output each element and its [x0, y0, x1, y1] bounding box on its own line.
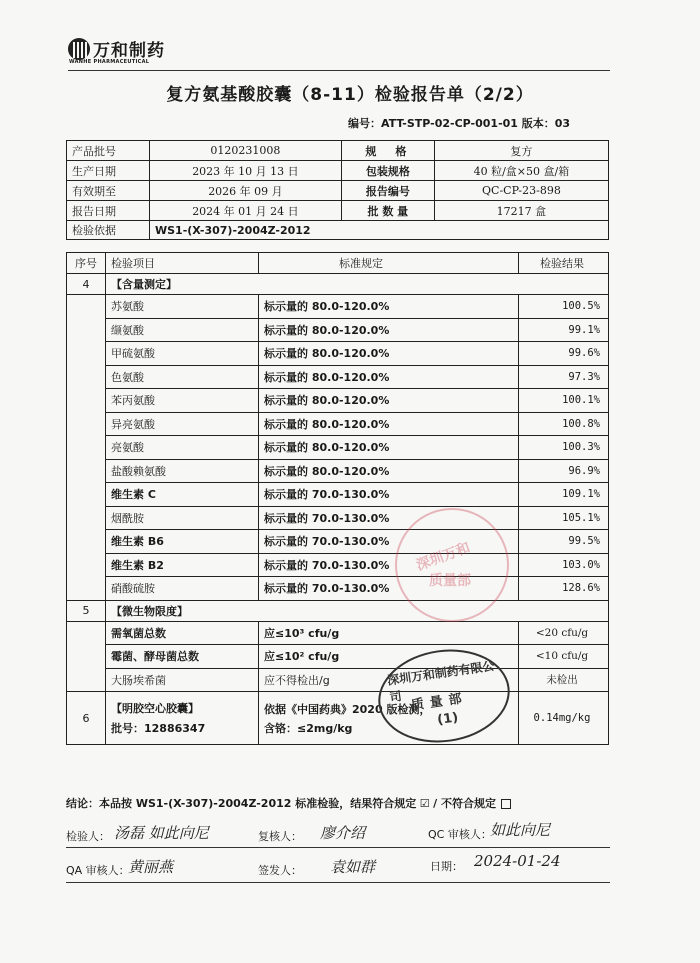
- section-label: 【含量测定】: [106, 274, 609, 295]
- qa-signature: 黄丽燕: [128, 858, 174, 876]
- item-result: 109.1%: [519, 483, 609, 507]
- table-header-row: [67, 253, 609, 274]
- table-row: [67, 436, 609, 460]
- table-row: [67, 506, 609, 530]
- item-std: 标示量的 70.0-130.0%: [259, 530, 519, 554]
- company-logo: [68, 36, 165, 61]
- expiry-value: 2026 年 09 月: [150, 181, 342, 201]
- package-value: 40 粒/盒×50 盒/箱: [434, 161, 608, 181]
- quantity-value: 17217 盒: [434, 201, 608, 221]
- qa-label: QA 审核人：: [66, 864, 130, 877]
- quantity-label: 批 数 量: [341, 201, 434, 221]
- item-std: 标示量的 80.0-120.0%: [259, 436, 519, 460]
- table-row: [67, 318, 609, 342]
- item-name: 维生素 B6: [106, 530, 259, 554]
- issuer-signature: 袁如群: [330, 858, 376, 876]
- package-label: 包装规格: [341, 161, 434, 181]
- item-name: 亮氨酸: [106, 436, 259, 460]
- item-std: 标示量的 70.0-130.0%: [259, 577, 519, 601]
- capsule-std-line1: 依据《中国药典》2020 版检测，: [264, 702, 431, 716]
- report-no-label: 报告编号: [341, 181, 434, 201]
- qc-signature: 如此向尼: [490, 821, 551, 839]
- section-num: 5: [67, 600, 106, 621]
- item-result: 100.8%: [519, 412, 609, 436]
- report-date-label: 报告日期: [67, 201, 150, 221]
- item-std: 标示量的 80.0-120.0%: [259, 389, 519, 413]
- table-row: [67, 459, 609, 483]
- table-row: [67, 412, 609, 436]
- report-no-value: QC-CP-23-898: [434, 181, 608, 201]
- section-num: 4: [67, 274, 106, 295]
- info-row: [67, 141, 609, 161]
- basis-label: 检验依据: [67, 221, 150, 240]
- reviewer-signature: 廖介绍: [320, 824, 366, 842]
- section-row: [67, 600, 609, 621]
- col-header-res: 检验结果: [519, 253, 609, 274]
- item-name: 苯丙氨酸: [106, 389, 259, 413]
- qc-label: QC 审核人：: [428, 828, 492, 841]
- item-result: 97.3%: [519, 365, 609, 389]
- conclusion-text: 结论：本品按 WS1-(X-307)-2004Z-2012 标准检验，结果符合规定: [66, 797, 417, 810]
- table-row: [67, 692, 609, 745]
- table-row: [67, 621, 609, 645]
- table-row: [67, 530, 609, 554]
- item-result: 100.1%: [519, 389, 609, 413]
- conclusion-no-label: / 不符合规定: [433, 797, 496, 810]
- item-result: <20 cfu/g: [519, 621, 609, 645]
- item-name: 维生素 C: [106, 483, 259, 507]
- quality-dept-stamp: 深圳万和制药有限公司 质量部 (1): [372, 641, 516, 750]
- item-name: 缬氨酸: [106, 318, 259, 342]
- report-date-value: 2024 年 01 月 24 日: [150, 201, 342, 221]
- info-row: [67, 181, 609, 201]
- item-name: 霉菌、酵母菌总数: [106, 645, 259, 669]
- item-std: 标示量的 80.0-120.0%: [259, 318, 519, 342]
- capsule-std-line2: 含铬：≤2mg/kg: [264, 721, 353, 735]
- item-std: 标示量的 80.0-120.0%: [259, 412, 519, 436]
- item-name: 甲硫氨酸: [106, 342, 259, 366]
- item-result: 未检出: [519, 668, 609, 692]
- item-std: 标示量的 80.0-120.0%: [259, 342, 519, 366]
- batch-no-value: 0120231008: [150, 141, 342, 161]
- item-name: 维生素 B2: [106, 553, 259, 577]
- logo-icon: [68, 38, 90, 60]
- signature-divider: [66, 847, 610, 848]
- section-row: [67, 274, 609, 295]
- issuer-label: 签发人：: [258, 864, 302, 877]
- signature-divider: [66, 882, 610, 883]
- table-row: [67, 577, 609, 601]
- item-std: 标示量的 70.0-130.0%: [259, 506, 519, 530]
- company-name-en: WANHE PHARMACEUTICAL: [69, 59, 150, 65]
- item-result: 100.5%: [519, 295, 609, 319]
- basis-value: WS1-(X-307)-2004Z-2012: [150, 221, 609, 240]
- inspector-signature: 汤磊 如此向尼: [114, 824, 209, 842]
- item-result: 128.6%: [519, 577, 609, 601]
- col-header-item: 检验项目: [106, 253, 259, 274]
- batch-no-label: 产品批号: [67, 141, 150, 161]
- item-name: 异亮氨酸: [106, 412, 259, 436]
- test-results-table: [66, 252, 609, 745]
- item-result: 100.3%: [519, 436, 609, 460]
- item-std: 标示量的 80.0-120.0%: [259, 365, 519, 389]
- item-result: 99.1%: [519, 318, 609, 342]
- item-name: 硝酸硫胺: [106, 577, 259, 601]
- item-result: 99.5%: [519, 530, 609, 554]
- info-row: [67, 161, 609, 181]
- item-name: 需氧菌总数: [106, 621, 259, 645]
- date-value: 2024-01-24: [474, 852, 561, 870]
- col-header-num: 序号: [67, 253, 106, 274]
- item-name: 色氨酸: [106, 365, 259, 389]
- report-title: 复方氨基酸胶囊（8-11）检验报告单（2/2）: [166, 85, 534, 105]
- item-std: 应≤10² cfu/g: [259, 645, 519, 669]
- expiry-label: 有效期至: [67, 181, 150, 201]
- mfg-date-label: 生产日期: [67, 161, 150, 181]
- section-label: 【微生物限度】: [106, 600, 609, 621]
- item-result: <10 cfu/g: [519, 645, 609, 669]
- item-result: 103.0%: [519, 553, 609, 577]
- item-result: 96.9%: [519, 459, 609, 483]
- col-header-std: 标准规定: [259, 253, 519, 274]
- section-num: 6: [67, 692, 106, 745]
- item-name: 盐酸赖氨酸: [106, 459, 259, 483]
- document-number: 编号：ATT-STP-02-CP-001-01 版本：03: [348, 117, 571, 130]
- table-row: [67, 389, 609, 413]
- table-row: [67, 483, 609, 507]
- header-rule: [68, 70, 610, 71]
- item-name: 大肠埃希菌: [106, 668, 259, 692]
- quality-stamp-red: 深圳万和 质量部: [395, 508, 509, 622]
- item-name: 烟酰胺: [106, 506, 259, 530]
- checkbox-icon: [501, 799, 511, 809]
- table-row: [67, 553, 609, 577]
- inspector-label: 检验人：: [66, 830, 110, 843]
- item-std: 标示量的 80.0-120.0%: [259, 295, 519, 319]
- conclusion-yes-check: ☑: [419, 797, 430, 810]
- item-result: 105.1%: [519, 506, 609, 530]
- item-result: 0.14mg/kg: [519, 692, 609, 745]
- reviewer-label: 复核人：: [258, 830, 302, 843]
- product-info-table: [66, 140, 609, 240]
- item-std: 标示量的 70.0-130.0%: [259, 553, 519, 577]
- table-row: [67, 365, 609, 389]
- item-name: 苏氨酸: [106, 295, 259, 319]
- conclusion: [66, 795, 511, 811]
- item-std: 标示量的 70.0-130.0%: [259, 483, 519, 507]
- company-name-cn: 万和制药: [93, 41, 165, 61]
- spec-value: 复方: [434, 141, 608, 161]
- item-result: 99.6%: [519, 342, 609, 366]
- item-std: 应≤10³ cfu/g: [259, 621, 519, 645]
- mfg-date-value: 2023 年 10 月 13 日: [150, 161, 342, 181]
- date-label: 日期：: [430, 860, 463, 873]
- capsule-batch: 批号：12886347: [111, 722, 206, 735]
- table-row: [67, 645, 609, 669]
- item-std: 标示量的 80.0-120.0%: [259, 459, 519, 483]
- section-label: 【明胶空心胶囊】: [111, 702, 199, 715]
- item-std: 应不得检出/g: [259, 668, 519, 692]
- spec-label: 规 格: [341, 141, 434, 161]
- table-row: [67, 295, 609, 319]
- table-row: [67, 342, 609, 366]
- info-row: [67, 221, 609, 240]
- table-row: [67, 668, 609, 692]
- info-row: [67, 201, 609, 221]
